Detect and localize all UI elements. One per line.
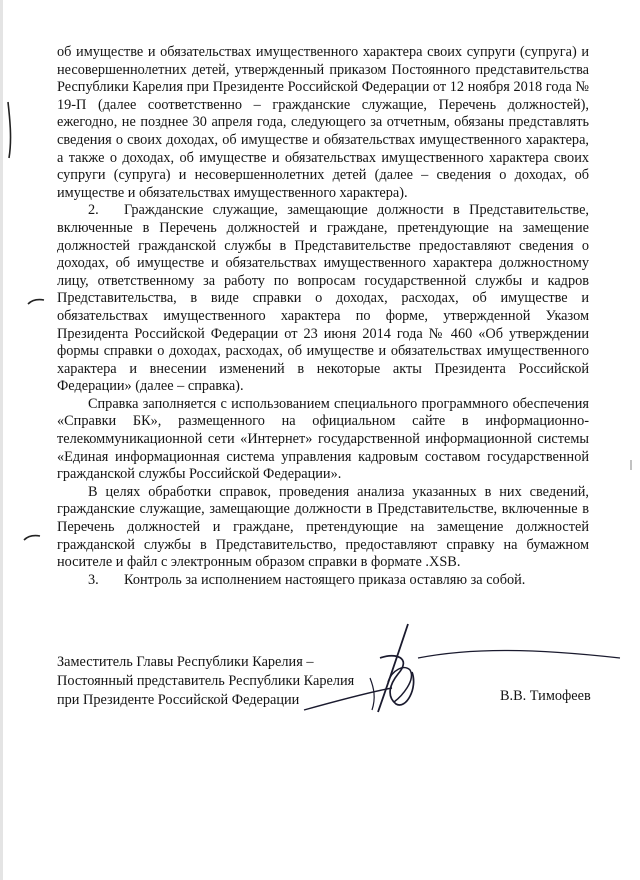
position-line-3: при Президенте Российской Федерации bbox=[57, 692, 300, 708]
paragraph-item-3-text: Контроль за исполнением настоящего приказа оставляю за собой. bbox=[124, 571, 526, 588]
margin-tick-2 bbox=[22, 531, 42, 543]
paragraph-continuation: об имуществе и обязательствах имущественного характера своих супруги (супруга) и несовершеннолетних детей, утвержденный приказом Постоянного представительства Республики Карелия при Президенте Российской Федерации от 12 ноября 2018 года № 19-П (далее соответственно – гражданские служащие, Перечень должностей), ежегодно, не позднее 30 апреля года, следующего за отчетным, обязаны представлять сведения о своих доходах, об имуществе и обязательствах имущественного характера, а также о доходах, об имуществе и обязательствах имущественного характера своих супруги (супруга) и несовершеннолетних детей (далее – сведения о доходах, об имуществе и обязательствах имущественного характера). bbox=[57, 44, 589, 201]
margin-mark-top bbox=[0, 100, 14, 160]
document-body bbox=[57, 44, 589, 589]
signatory-name: В.В. Тимофеев bbox=[500, 688, 591, 704]
paragraph-processing: В целях обработки справок, проведения анализа указанных в них сведений, гражданские служащие, замещающие должности в Представительстве, включенные в Перечень должностей и граждане, претендующие на замещение должностей гражданской службы в Представительство, предоставляют справку на бумажном носителе и файл с электронным образом справки в формате .XSB. bbox=[57, 483, 589, 571]
position-line-1: Заместитель Главы Республики Карелия – bbox=[57, 654, 314, 670]
item-number-2: 2. bbox=[88, 202, 99, 219]
margin-tick-3 bbox=[626, 458, 636, 472]
paragraph-item-2-text: Гражданские служащие, замещающие должности в Представительстве, включенные в Перечень должностей и граждане, претендующие на замещение должностей гражданской службы в Представительстве предоставляют сведения о доходах, об имуществе и обязательствах имущественного характера должностному лицу, ответственному за работу по вопросам государственной службы и кадров Представительства, в виде справки о доходах, расходах, об имуществе и обязательствах имущественного характера по форме, утвержденной Указом Президента Российской Федерации от 23 июня 2014 года № 460 «Об утверждении формы справки о доходах, расходах, об имуществе и обязательствах имущественного характера и внесении изменений в некоторые акты Президента Российской Федерации» (далее – справка). bbox=[57, 202, 589, 395]
paragraph-item-3 bbox=[57, 572, 589, 590]
paragraph-software: Справка заполняется с использованием специального программного обеспечения «Справки БК», размещенного на официальном сайте в информационно-телекоммуникационной сети «Интернет» государственной информационной системы «Единая информационная система управления кадровым составом государственной гражданской службы Российской Федерации». bbox=[57, 395, 589, 483]
position-line-2: Постоянный представитель Республики Карелия bbox=[57, 673, 355, 689]
paragraph-item-2 bbox=[57, 202, 589, 396]
margin-tick-1 bbox=[26, 296, 46, 308]
item-number-3: 3. bbox=[88, 571, 99, 588]
